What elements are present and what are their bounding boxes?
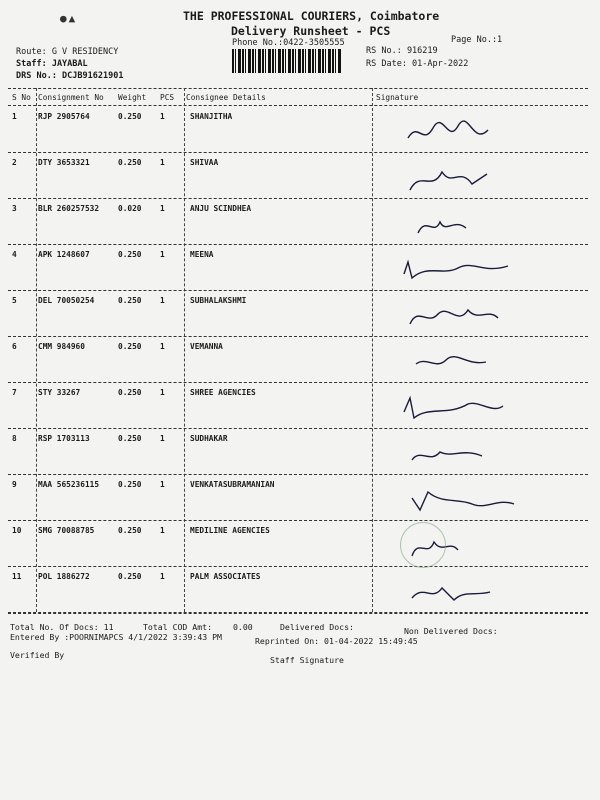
row-pcs: 1 — [160, 342, 165, 351]
row-consignee: SUDHAKAR — [190, 434, 228, 443]
signature-scribble-icon — [402, 162, 532, 202]
non-delivered-docs: Non Delivered Docs: — [404, 626, 498, 636]
row-consignee: VEMANNA — [190, 342, 223, 351]
row-consignment-no: RSP 1703113 — [38, 434, 90, 443]
row-weight: 0.250 — [118, 250, 142, 259]
signature-scribble-icon — [402, 438, 532, 478]
drs-number: DRS No.: DCJB91621901 — [16, 71, 124, 81]
row-sno: 4 — [12, 250, 17, 259]
signature-scribble-icon — [398, 392, 528, 432]
row-weight: 0.020 — [118, 204, 142, 213]
col-header-weight: Weight — [118, 93, 147, 102]
phone-number: Phone No.:0422-3505555 — [232, 38, 345, 48]
verified-by: Verified By — [10, 650, 65, 660]
row-sno: 10 — [12, 526, 22, 535]
row-sno: 2 — [12, 158, 17, 167]
row-consignee: ANJU SCINDHEA — [190, 204, 252, 213]
runsheet-title: Delivery Runsheet - PCS — [231, 24, 391, 38]
delivered-docs: Delivered Docs: — [280, 622, 354, 632]
row-sno: 11 — [12, 572, 22, 581]
row-consignee: SHANJITHA — [190, 112, 233, 121]
page-number: Page No.:1 — [451, 35, 503, 45]
total-cod-amount: 0.00 — [233, 622, 253, 632]
row-weight: 0.250 — [118, 388, 142, 397]
row-pcs: 1 — [160, 158, 165, 167]
row-sno: 6 — [12, 342, 17, 351]
row-pcs: 1 — [160, 434, 165, 443]
row-consignee: MEENA — [190, 250, 214, 259]
barcode-icon — [232, 49, 342, 73]
row-consignment-no: APK 1248607 — [38, 250, 90, 259]
reprinted-on: Reprinted On: 01-04-2022 15:49:45 — [255, 636, 418, 646]
row-divider — [8, 474, 588, 475]
row-sno: 9 — [12, 480, 17, 489]
courier-logo-icon: ●▲ — [60, 12, 78, 25]
col-header-sno: S No — [12, 93, 31, 102]
signature-scribble-icon — [402, 576, 532, 616]
total-docs: Total No. Of Docs: 11 — [10, 622, 114, 632]
row-sno: 8 — [12, 434, 17, 443]
delivery-stamp-icon — [400, 522, 446, 568]
col-header-pcs: PCS — [160, 93, 175, 102]
signature-scribble-icon — [398, 254, 528, 294]
table-top-rule — [8, 88, 588, 89]
col-header-consignee: Consignee Details — [186, 93, 266, 102]
signature-scribble-icon — [406, 484, 536, 524]
row-consignment-no: RJP 2905764 — [38, 112, 90, 121]
row-consignee: MEDILINE AGENCIES — [190, 526, 270, 535]
row-pcs: 1 — [160, 526, 165, 535]
col-header-signature: Signature — [376, 93, 419, 102]
table-header-rule — [8, 105, 588, 106]
row-sno: 1 — [12, 112, 17, 121]
row-pcs: 1 — [160, 296, 165, 305]
row-divider — [8, 290, 588, 291]
row-consignment-no: BLR 260257532 — [38, 204, 100, 213]
row-weight: 0.250 — [118, 112, 142, 121]
row-pcs: 1 — [160, 388, 165, 397]
signature-scribble-icon — [406, 208, 536, 248]
row-divider — [8, 244, 588, 245]
row-weight: 0.250 — [118, 526, 142, 535]
staff-signature-label: Staff Signature — [270, 655, 344, 665]
column-divider — [372, 88, 373, 612]
row-sno: 7 — [12, 388, 17, 397]
row-consignment-no: DTY 3653321 — [38, 158, 90, 167]
row-consignee: SHREE AGENCIES — [190, 388, 256, 397]
row-pcs: 1 — [160, 572, 165, 581]
row-weight: 0.250 — [118, 480, 142, 489]
row-consignment-no: STY 33267 — [38, 388, 81, 397]
row-sno: 5 — [12, 296, 17, 305]
rs-date: RS Date: 01-Apr-2022 — [366, 59, 469, 69]
row-weight: 0.250 — [118, 158, 142, 167]
row-divider — [8, 382, 588, 383]
row-consignment-no: SMG 70088785 — [38, 526, 95, 535]
row-weight: 0.250 — [118, 296, 142, 305]
row-consignee: PALM ASSOCIATES — [190, 572, 261, 581]
row-consignment-no: POL 1886272 — [38, 572, 90, 581]
row-divider — [8, 152, 588, 153]
row-consignment-no: MAA 565236115 — [38, 480, 100, 489]
staff-label: Staff: JAYABAL — [16, 59, 88, 69]
column-divider — [184, 88, 185, 612]
signature-scribble-icon — [406, 346, 536, 386]
row-sno: 3 — [12, 204, 17, 213]
row-divider — [8, 198, 588, 199]
row-consignee: SUBHALAKSHMI — [190, 296, 247, 305]
rs-number: RS No.: 916219 — [366, 46, 438, 56]
row-consignee: VENKATASUBRAMANIAN — [190, 480, 275, 489]
signature-scribble-icon — [398, 116, 528, 156]
row-divider — [8, 566, 588, 567]
row-divider — [8, 520, 588, 521]
row-divider — [8, 428, 588, 429]
col-header-consignment: Consignment No — [38, 93, 104, 102]
row-pcs: 1 — [160, 112, 165, 121]
column-divider — [36, 88, 37, 612]
row-pcs: 1 — [160, 204, 165, 213]
company-title: THE PROFESSIONAL COURIERS, Coimbatore — [183, 9, 440, 23]
table-bottom-rule — [8, 613, 588, 614]
row-weight: 0.250 — [118, 572, 142, 581]
row-consignment-no: CMM 984960 — [38, 342, 85, 351]
row-weight: 0.250 — [118, 342, 142, 351]
row-pcs: 1 — [160, 480, 165, 489]
total-cod-label: Total COD Amt: — [143, 622, 213, 632]
signature-scribble-icon — [402, 300, 532, 340]
route-label: Route: G V RESIDENCY — [16, 47, 119, 57]
row-weight: 0.250 — [118, 434, 142, 443]
row-pcs: 1 — [160, 250, 165, 259]
row-consignee: SHIVAA — [190, 158, 219, 167]
row-divider — [8, 336, 588, 337]
entered-by: Entered By :POORNIMAPCS 4/1/2022 3:39:43 PM — [10, 632, 222, 642]
row-consignment-no: DEL 70050254 — [38, 296, 95, 305]
